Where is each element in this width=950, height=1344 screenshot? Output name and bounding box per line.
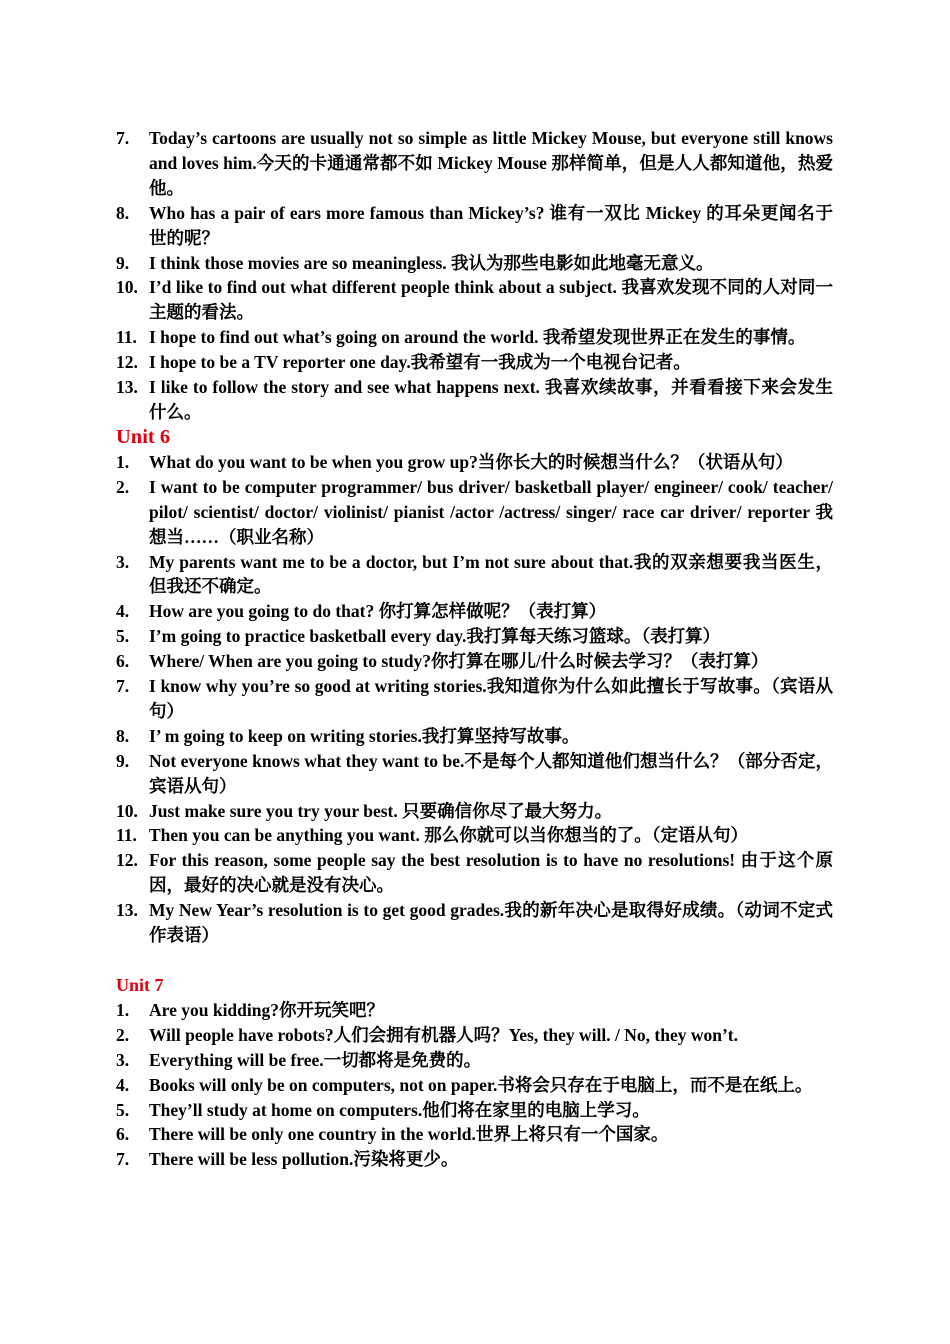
- blank-line: [116, 948, 833, 973]
- item-number: 1.: [116, 999, 130, 1020]
- item-text: Are you kidding?你开玩笑吧？: [149, 999, 384, 1020]
- item-number: 11.: [116, 825, 137, 846]
- list-item: [116, 350, 833, 375]
- item-number: 13.: [116, 900, 138, 921]
- item-text: I’d like to find out what different people think about a subject. 我喜欢发现不同的人对同一主题的看法。: [149, 277, 833, 323]
- item-text: I want to be computer programmer/ bus driver/ basketball player/ engineer/ cook/ teacher/ pilot/ scientist/ doctor/ violinist/ pianist /actor /actress/ singer/ race car driver/ reporter 我想当……（职业名称）: [149, 476, 833, 547]
- item-number: 3.: [116, 1049, 130, 1070]
- item-number: 8.: [116, 725, 130, 746]
- item-number: 10.: [116, 800, 138, 821]
- list-item: [116, 1122, 833, 1147]
- list-item: [116, 799, 833, 824]
- item-text: I know why you’re so good at writing stories.我知道你为什么如此擅长于写故事。（宾语从句）: [149, 676, 833, 721]
- item-text: What do you want to be when you grow up?当你长大的时候想当什么？（状语从句）: [149, 451, 793, 472]
- list-item: [116, 724, 833, 749]
- list-item: [116, 126, 833, 201]
- item-number: 5.: [116, 626, 130, 647]
- item-number: 6.: [116, 651, 130, 672]
- unit-6-list: [116, 450, 833, 948]
- item-text: Just make sure you try your best. 只要确信你尽了最大努力。: [149, 800, 613, 821]
- list-item: [116, 1023, 833, 1048]
- list-item: [116, 475, 833, 550]
- item-text: I think those movies are so meaningless. 我认为那些电影如此地毫无意义。: [149, 252, 714, 273]
- item-text: I’ m going to keep on writing stories.我打算坚持写故事。: [149, 725, 580, 746]
- list-item: [116, 201, 833, 251]
- list-item: [116, 1147, 833, 1172]
- item-number: 12.: [116, 352, 138, 373]
- item-text: Will people have robots?人们会拥有机器人吗？Yes, they will. / No, they won’t.: [149, 1024, 739, 1045]
- list-item: [116, 848, 833, 898]
- item-number: 1.: [116, 451, 130, 472]
- item-text: I hope to find out what’s going on around the world. 我希望发现世界正在发生的事情。: [149, 327, 806, 348]
- unit-5-continued-list: [116, 126, 833, 425]
- item-number: 7.: [116, 1149, 130, 1170]
- list-item: [116, 624, 833, 649]
- list-item: [116, 898, 833, 948]
- item-text: Books will only be on computers, not on paper.书将会只存在于电脑上，而不是在纸上。: [149, 1074, 813, 1095]
- item-text: Today’s cartoons are usually not so simple as little Mickey Mouse, but everyone still knows and loves him.今天的卡通通常都不如 Mickey Mouse 那样简单，但是人人都知道他，热爱他。: [149, 128, 833, 198]
- item-text: Everything will be free.一切都将是免费的。: [149, 1049, 482, 1070]
- list-item: [116, 450, 833, 475]
- item-number: 9.: [116, 252, 130, 273]
- item-number: 5.: [116, 1099, 130, 1120]
- list-item: [116, 649, 833, 674]
- list-item: [116, 550, 833, 600]
- unit-7-list: [116, 998, 833, 1172]
- item-text: My parents want me to be a doctor, but I’m not sure about that.我的双亲想要我当医生，但我还不确定。: [149, 551, 833, 597]
- item-text: For this reason, some people say the best resolution is to have no resolutions! 由于这个原因，最好的决心就是没有决心。: [149, 850, 833, 896]
- unit-7-heading: Unit 7: [116, 975, 164, 995]
- list-item: [116, 1098, 833, 1123]
- document-page: [116, 126, 833, 1172]
- item-text: How are you going to do that? 你打算怎样做呢？（表打算）: [149, 601, 607, 622]
- item-text: Where/ When are you going to study?你打算在哪儿/什么时候去学习？（表打算）: [149, 651, 769, 672]
- item-number: 4.: [116, 1074, 130, 1095]
- item-number: 9.: [116, 750, 130, 771]
- item-number: 4.: [116, 601, 130, 622]
- list-item: [116, 251, 833, 276]
- item-text: I hope to be a TV reporter one day.我希望有一我成为一个电视台记者。: [149, 352, 691, 373]
- list-item: [116, 599, 833, 624]
- item-number: 12.: [116, 850, 138, 871]
- list-item: [116, 1048, 833, 1073]
- item-text: My New Year’s resolution is to get good grades.我的新年决心是取得好成绩。（动词不定式作表语）: [149, 900, 833, 946]
- item-number: 2.: [116, 476, 130, 497]
- item-number: 8.: [116, 202, 130, 223]
- item-text: There will be less pollution.污染将更少。: [149, 1149, 459, 1170]
- list-item: [116, 375, 833, 425]
- item-number: 3.: [116, 551, 130, 572]
- unit-6-heading: Unit 6: [116, 425, 171, 448]
- item-text: There will be only one country in the world.世界上将只有一个国家。: [149, 1124, 669, 1145]
- item-number: 7.: [116, 128, 130, 148]
- item-number: 10.: [116, 277, 138, 298]
- item-number: 7.: [116, 676, 130, 697]
- item-text: Not everyone knows what they want to be.不是每个人都知道他们想当什么？（部分否定，宾语从句）: [149, 750, 833, 796]
- item-text: I like to follow the story and see what happens next. 我喜欢续故事，并看看接下来会发生什么。: [149, 377, 833, 422]
- list-item: [116, 998, 833, 1023]
- list-item: [116, 1073, 833, 1098]
- item-number: 2.: [116, 1024, 130, 1045]
- list-item: [116, 749, 833, 799]
- list-item: [116, 275, 833, 325]
- item-number: 11.: [116, 327, 137, 348]
- item-text: Then you can be anything you want. 那么你就可以当你想当的了。（定语从句）: [149, 825, 748, 846]
- item-number: 6.: [116, 1124, 130, 1145]
- list-item: [116, 823, 833, 848]
- list-item: [116, 325, 833, 350]
- item-text: They’ll study at home on computers.他们将在家里的电脑上学习。: [149, 1099, 650, 1120]
- item-text: Who has a pair of ears more famous than Mickey’s? 谁有一双比 Mickey 的耳朵更闻名于世的呢？: [149, 202, 833, 248]
- item-text: I’m going to practice basketball every day.我打算每天练习篮球。（表打算）: [149, 626, 721, 647]
- item-number: 13.: [116, 377, 138, 398]
- list-item: [116, 674, 833, 724]
